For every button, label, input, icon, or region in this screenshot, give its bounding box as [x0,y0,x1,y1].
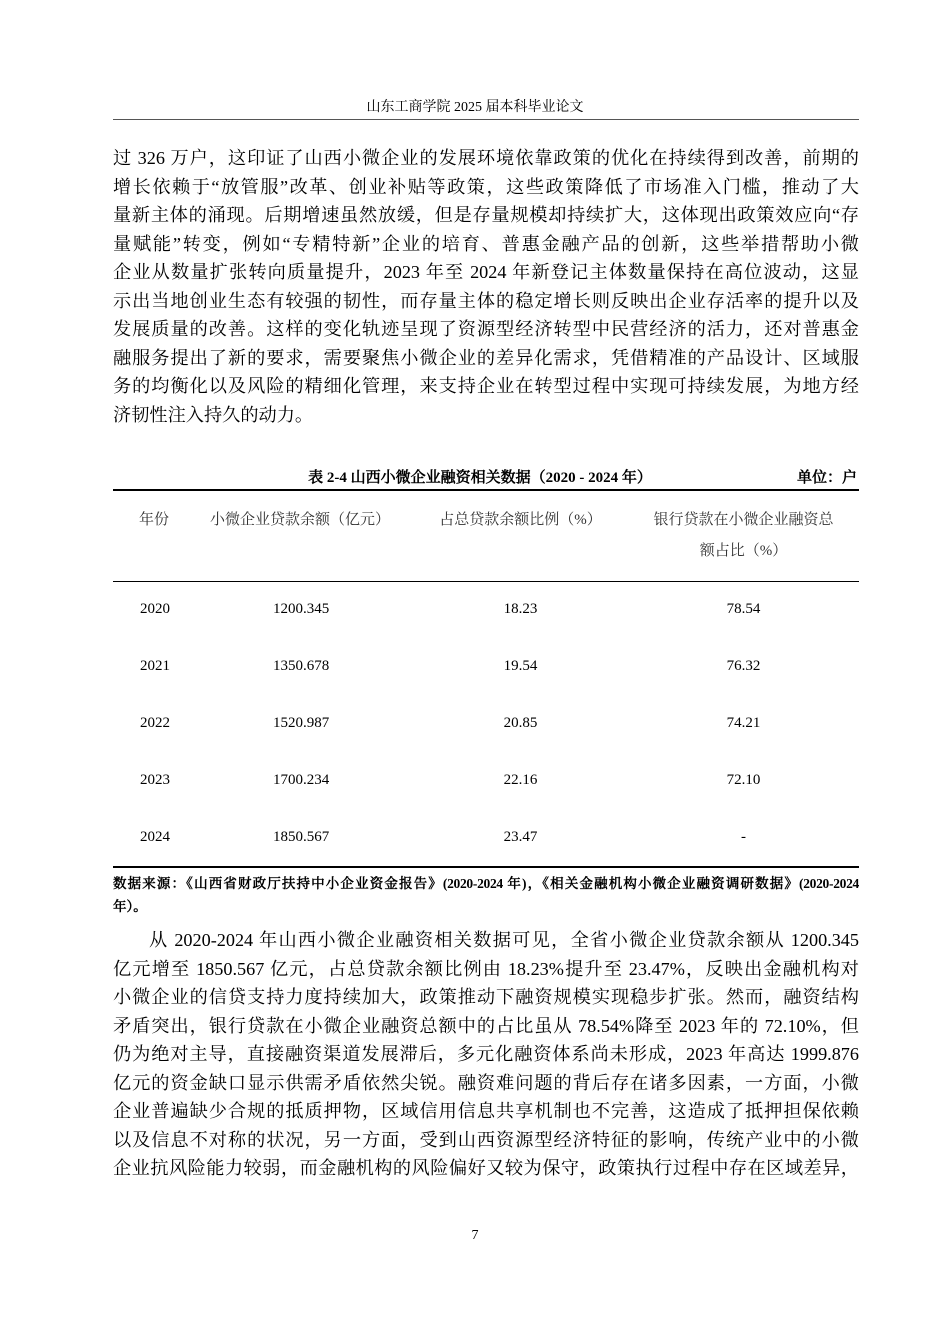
table-header-row [113,505,859,581]
cell-year: 2020 [140,601,170,617]
text-line: 矛盾突出，银行贷款在小微企业融资总额中的占比虽从 78.54%降至 2023 年的 72.10%，但 [113,1015,859,1036]
cell-year: 2021 [140,658,170,674]
cell-bank-loan-share: 72.10 [726,772,761,788]
paragraph-1 [113,144,859,429]
cell-loan-ratio: 18.23 [503,601,538,617]
text-line: 发展质量的改善。这样的变化轨迹呈现了资源型经济转型中民营经济的活力，还对普惠金 [113,319,859,339]
cell-loan-ratio: 22.16 [503,772,538,788]
text-line: 过 326 万户，这印证了山西小微企业的发展环境依靠政策的优化在持续得到改善，前期的 [113,148,859,168]
cell-bank-loan-share: 74.21 [726,715,761,731]
text-line: 企业普遍缺少合规的抵质押物，区域信用信息共享机制也不完善，这造成了抵押担保依赖 [113,1101,859,1121]
cell-loan-balance: 1350.678 [273,658,330,674]
text-line: 融服务提出了新的要求，需要聚焦小微企业的差异化需求，凭借精准的产品设计、区域服 [113,347,859,368]
cell-bank-loan-share: 78.54 [726,601,761,617]
table-unit: 单位：户 [796,470,857,486]
data-table [113,505,859,866]
source-line: 年）。 [113,899,147,914]
col-header-year: 年份 [139,512,170,528]
col-header-loan-ratio: 占总贷款余额比例（%） [439,512,602,528]
cell-bank-loan-share: - [741,829,746,845]
table-row [113,695,859,752]
cell-year: 2022 [140,715,170,731]
text-line: 量新主体的涌现。后期增速虽然放缓，但是存量规模却持续扩大，这体现出政策效应向“存 [113,205,859,225]
col-header-loan-balance: 小微企业贷款余额（亿元） [210,512,391,528]
text-line: 量赋能”转变，例如“专精特新”企业的培育、普惠金融产品的创新，这些举措帮助小微 [113,233,859,254]
cell-loan-balance: 1850.567 [273,829,330,845]
page-number: 7 [471,1228,479,1243]
col-header-line: 银行贷款在小微企业融资总 [653,512,834,528]
text-line: 以及信息不对称的状况，另一方面，受到山西资源型经济特征的影响，传统产业中的小微 [113,1129,859,1150]
source-line: 数据来源：《山西省财政厅扶持中小企业资金报告》(2020-2024 年)，《相关金融机构小微企业融资调研数据》(2020-2024 [113,876,859,891]
text-line: 务的均衡化以及风险的精细化管理，来支持企业在转型过程中实现可持续发展，为地方经 [113,376,859,396]
cell-bank-loan-share: 76.32 [726,658,761,674]
table-row [113,581,859,638]
table-bottom-rule [113,866,859,868]
running-header: 山东工商学院 2025 届本科毕业论文 [366,100,584,115]
table-caption: 表 2-4 山西小微企业融资相关数据（2020 - 2024 年） [308,470,652,486]
col-header-line: 额占比（%） [699,543,788,559]
table-row [113,752,859,809]
table-row [113,638,859,695]
cell-loan-ratio: 20.85 [503,715,538,731]
text-line: 企业从数量扩张转向质量提升，2023 年至 2024 年新登记主体数量保持在高位波动，这显 [113,262,859,282]
header-rule [113,119,859,120]
text-line: 亿元的资金缺口显示供需矛盾依然尖锐。融资难问题的背后存在诸多因素，一方面，小微 [113,1072,859,1093]
text-line: 企业抗风险能力较弱，而金融机构的风险偏好又较为保守，政策执行过程中存在区域差异， [113,1158,859,1178]
text-line: 济韧性注入持久的动力。 [113,404,314,425]
paragraph-2 [113,926,859,1183]
text-line: 从 2020-2024 年山西小微企业融资相关数据可见，全省小微企业贷款余额从 1200.345 [149,930,859,950]
cell-year: 2023 [140,772,170,788]
data-source-note [113,872,859,918]
table-row [113,809,859,866]
cell-loan-balance: 1200.345 [273,601,330,617]
table-top-rule [113,489,859,491]
text-line: 示出当地创业生态有较强的韧性，而存量主体的稳定增长则反映出企业存活率的提升以及 [113,290,859,311]
text-line: 小微企业的信贷支持力度持续加大，政策推动下融资规模实现稳步扩张。然而，融资结构 [113,987,859,1007]
cell-loan-ratio: 23.47 [503,829,538,845]
text-line: 增长依赖于“放管服”改革、创业补贴等政策，这些政策降低了市场准入门槛，推动了大 [113,176,859,197]
cell-year: 2024 [140,829,170,845]
text-line: 仍为绝对主导，直接融资渠道发展滞后，多元化融资体系尚未形成，2023 年高达 1999.876 [113,1044,859,1064]
cell-loan-ratio: 19.54 [503,658,538,674]
cell-loan-balance: 1700.234 [273,772,330,788]
cell-loan-balance: 1520.987 [273,715,330,731]
text-line: 亿元增至 1850.567 亿元，占总贷款余额比例由 18.23%提升至 23.47%，反映出金融机构对 [113,958,859,979]
col-header-bank-loan-share [628,505,859,581]
